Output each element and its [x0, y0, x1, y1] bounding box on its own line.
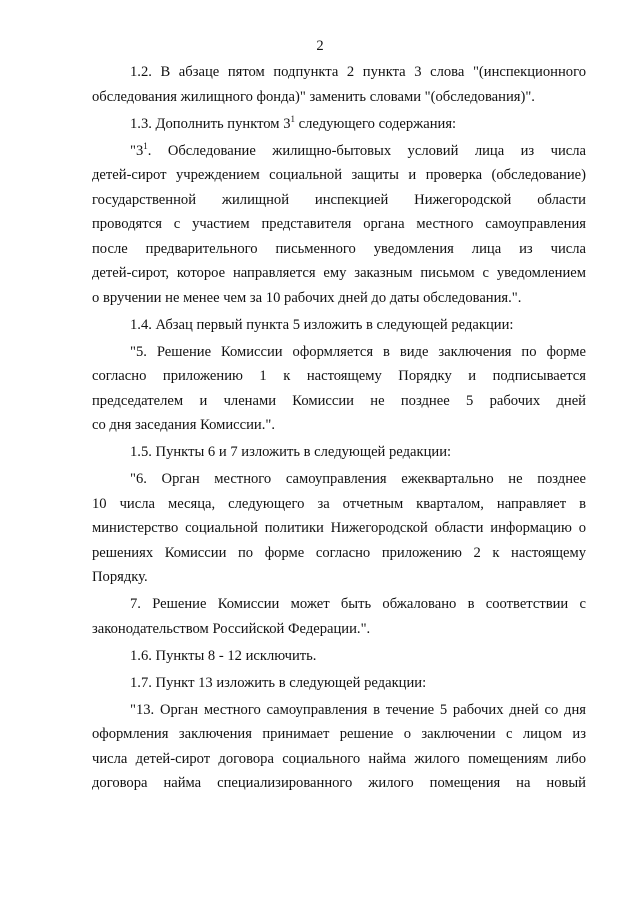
text-line: детей-сирот учреждением социальной защиты и проверка (обследование) [92, 167, 586, 183]
text-line: проводятся с участием представителя органа местного самоуправления [92, 216, 586, 232]
text-line [92, 112, 586, 137]
text-line: Порядку. [92, 569, 148, 585]
text-line: детей-сирот, которое направляется ему заказным письмом с уведомлением [92, 265, 586, 281]
page-number: 2 [316, 38, 324, 54]
text-line: государственной жилищной инспекцией Нижегородской области [92, 191, 586, 208]
text-line: 7. Решение Комиссии может быть обжаловано в соответствии с [130, 596, 586, 612]
paragraph-1-6 [92, 644, 586, 669]
text-line: оформления заключения принимает решение о заключении с лицом из [92, 726, 586, 742]
paragraph-5 [92, 340, 586, 438]
paragraph-13 [92, 698, 586, 796]
document-body [92, 60, 586, 796]
paragraph-3-1 [92, 139, 586, 311]
text-line: "5. Решение Комиссии оформляется в виде заключения по форме [130, 343, 586, 360]
text-line: после предварительного письменного уведомления лица из числа [92, 240, 586, 257]
superscript: 1 [290, 113, 295, 124]
text-line: 1.4. Абзац первый пункта 5 изложить в следующей редакции: [130, 316, 514, 333]
text-line: 1.5. Пункты 6 и 7 изложить в следующей редакции: [130, 444, 452, 460]
paragraph-6 [92, 467, 586, 590]
text-line: о вручении не менее чем за 10 рабочих дней до даты обследования.". [92, 289, 522, 306]
text-line: 1.2. В абзаце пятом подпункта 2 пункта 3 слова "(инспекционного [130, 64, 586, 80]
text-line: числа детей-сирот договора социального найма жилого помещениям либо [92, 750, 586, 767]
text-line: председателем и членами Комиссии не позднее 5 рабочих дней [92, 392, 586, 409]
text-line [92, 139, 586, 164]
text-line: договора найма специализированного жилого помещения на новый [92, 775, 586, 791]
text-line: со дня заседания Комиссии.". [92, 417, 275, 433]
paragraph-1-2 [92, 60, 586, 109]
text-line: согласно приложению 1 к настоящему Порядку и подписывается [92, 368, 586, 384]
paragraph-1-4 [92, 313, 586, 338]
text-line: обследования жилищного фонда)" заменить словами "(обследования)". [92, 88, 535, 105]
text-line: 1.7. Пункт 13 изложить в следующей редакции: [130, 674, 427, 691]
text-line: "6. Орган местного самоуправления ежеквартально не позднее [130, 471, 586, 487]
paragraph-1-3 [92, 112, 586, 137]
paragraph-1-7 [92, 671, 586, 696]
text-fragment: 1.3. Дополнить пунктом 3 [130, 115, 291, 132]
text-line: законодательством Российской Федерации.". [92, 620, 371, 637]
text-line: 10 числа месяца, следующего за отчетным кварталом, направляет в [92, 495, 586, 512]
text-line: решениях Комиссии по форме согласно приложению 2 к настоящему [92, 544, 586, 561]
superscript: 1 [143, 140, 148, 151]
paragraph-1-5 [92, 440, 586, 465]
text-line: 1.6. Пункты 8 - 12 исключить. [130, 647, 317, 664]
text-fragment: следующего содержания: [295, 115, 457, 132]
text-line: "13. Орган местного самоуправления в течение 5 рабочих дней со дня [130, 701, 586, 718]
paragraph-7 [92, 592, 586, 641]
text-fragment: . Обследование жилищно-бытовых условий лица из числа [147, 142, 586, 159]
text-line: министерство социальной политики Нижегородской области информацию о [92, 520, 586, 536]
text-fragment: "3 [130, 142, 144, 159]
